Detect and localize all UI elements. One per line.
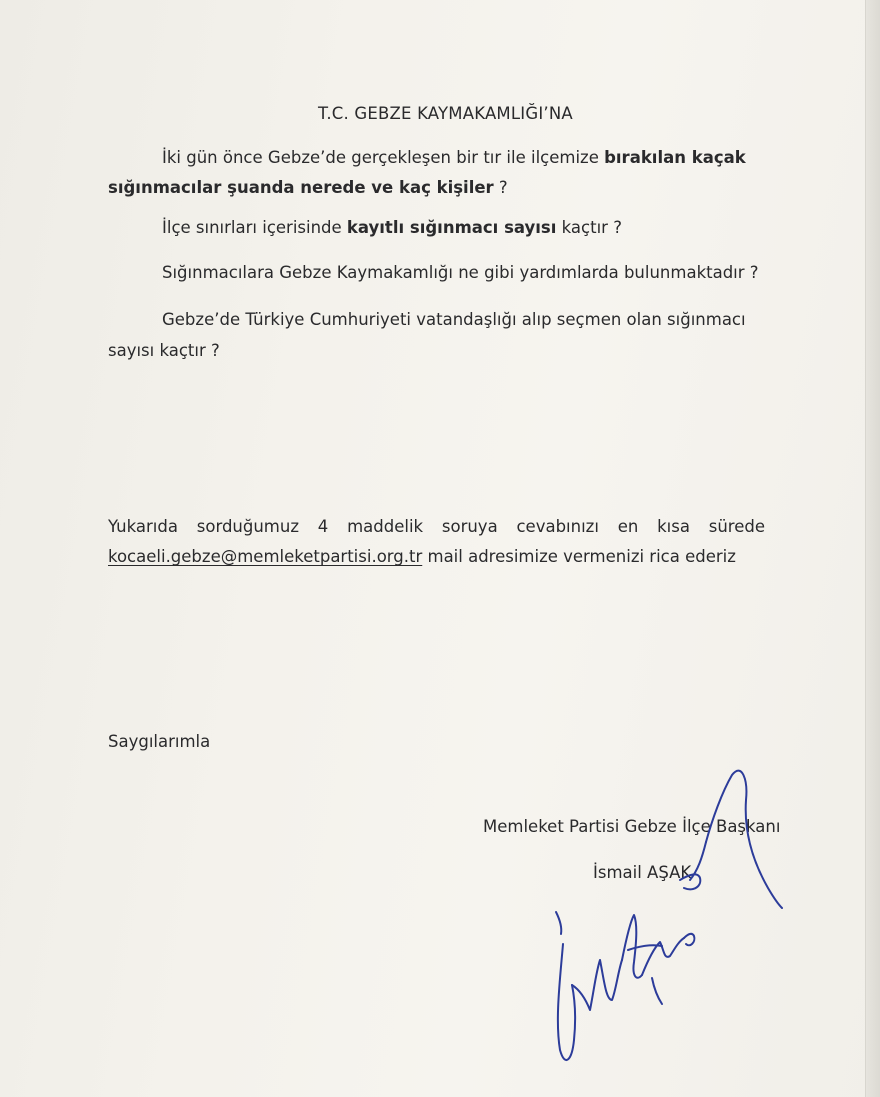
question-2-end: kaçtır ?: [556, 218, 622, 237]
question-3: Sığınmacılara Gebze Kaymakamlığı ne gibi yardımlarda bulunmaktadır ?: [162, 263, 759, 282]
signer-title: Memleket Partisi Gebze İlçe Başkanı: [483, 817, 781, 836]
question-4-line-2: sayısı kaçtır ?: [108, 341, 220, 360]
request-line-1: Yukarıda sorduğumuz 4 maddelik soruya cevabınızı en kısa sürede: [108, 517, 765, 536]
question-1-line-1: [162, 147, 746, 169]
question-2-text: İlçe sınırları içerisinde: [162, 218, 347, 237]
request-line-2-text: mail adresimize vermenizi rica ederiz: [422, 547, 736, 566]
question-1-bold-1: bırakılan kaçak: [604, 148, 746, 167]
question-1-line-2: [108, 177, 508, 199]
signer-name: İsmail AŞAK: [593, 863, 692, 882]
question-1-bold-2: sığınmacılar şuanda nerede ve kaç kişiler: [108, 178, 494, 197]
request-line-2: [108, 546, 736, 568]
question-1-text: İki gün önce Gebze’de gerçekleşen bir tır ile ilçemize: [162, 148, 605, 167]
page-edge: [865, 0, 880, 1097]
question-2-bold: kayıtlı sığınmacı sayısı: [346, 218, 557, 237]
question-4-line-1: Gebze’de Türkiye Cumhuriyeti vatandaşlığı alıp seçmen olan sığınmacı: [162, 310, 746, 329]
addressee-heading: T.C. GEBZE KAYMAKAMLIĞI’NA: [318, 104, 573, 123]
question-2: [162, 217, 622, 239]
closing-text: Saygılarımla: [108, 732, 211, 751]
question-1-end: ?: [493, 178, 508, 197]
email-link[interactable]: kocaeli.gebze@memleketpartisi.org.tr: [108, 547, 423, 566]
